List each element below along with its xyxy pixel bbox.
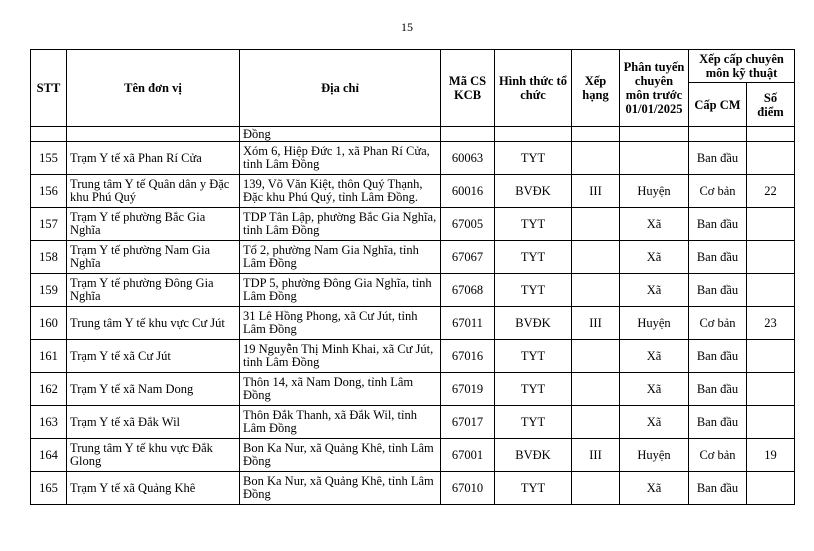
cell-stt: 159 (31, 274, 67, 307)
cell-ten: Trạm Y tế phường Đông Gia Nghĩa (67, 274, 240, 307)
cell-xep-hang (572, 406, 620, 439)
cell-xep-hang (572, 142, 620, 175)
cell-ten: Trạm Y tế xã Đắk Wil (67, 406, 240, 439)
header-phan-tuyen: Phân tuyến chuyên môn trước 01/01/2025 (620, 50, 689, 127)
cell-xep-hang: III (572, 307, 620, 340)
header-ma-cs-kcb: Mã CS KCB (441, 50, 495, 127)
cell-so-diem: 22 (747, 175, 795, 208)
cell-stt: 158 (31, 241, 67, 274)
cell-phan-tuyen: Huyện (620, 307, 689, 340)
table-row (31, 274, 795, 307)
cell-dia-chi: TDP Tân Lập, phường Bắc Gia Nghĩa, tỉnh Lâm Đồng (240, 208, 441, 241)
table-row (31, 373, 795, 406)
cell-ma: 60063 (441, 142, 495, 175)
table-row (31, 472, 795, 505)
header-stt: STT (31, 50, 67, 127)
cell-hinh-thuc: TYT (495, 340, 572, 373)
cell-hinh-thuc: TYT (495, 472, 572, 505)
cell-cap-cm: Ban đầu (689, 274, 747, 307)
cell-hinh-thuc: TYT (495, 373, 572, 406)
cell-so-diem: 19 (747, 439, 795, 472)
cell-stt: 160 (31, 307, 67, 340)
cell-phan-tuyen: Xã (620, 373, 689, 406)
cell-ma: 67067 (441, 241, 495, 274)
cell-dia-chi: Tổ 2, phường Nam Gia Nghĩa, tỉnh Lâm Đồng (240, 241, 441, 274)
cell-phan-tuyen: Xã (620, 274, 689, 307)
cell-dia-chi: Bon Ka Nur, xã Quảng Khê, tỉnh Lâm Đồng (240, 439, 441, 472)
header-dia-chi: Địa chỉ (240, 50, 441, 127)
cell-stt: 157 (31, 208, 67, 241)
cell-phan-tuyen: Xã (620, 208, 689, 241)
cell-so-diem (747, 472, 795, 505)
cell-hinh-thuc: TYT (495, 274, 572, 307)
cell-hinh-thuc: TYT (495, 142, 572, 175)
cell-stt: 165 (31, 472, 67, 505)
cell-so-diem (747, 274, 795, 307)
cell-cap-cm (689, 127, 747, 142)
page-number: 15 (401, 20, 413, 34)
cell-stt: 155 (31, 142, 67, 175)
cell-phan-tuyen (620, 127, 689, 142)
cell-cap-cm: Cơ bản (689, 307, 747, 340)
cell-ma: 67010 (441, 472, 495, 505)
cell-ma (441, 127, 495, 142)
cell-hinh-thuc: TYT (495, 406, 572, 439)
cell-ma: 67017 (441, 406, 495, 439)
cell-so-diem: 23 (747, 307, 795, 340)
cell-stt: 163 (31, 406, 67, 439)
cell-so-diem (747, 241, 795, 274)
cell-ma: 67005 (441, 208, 495, 241)
cell-dia-chi: Thôn Đắk Thanh, xã Đắk Wil, tỉnh Lâm Đồng (240, 406, 441, 439)
cell-ten: Trạm Y tế xã Cư Jút (67, 340, 240, 373)
cell-xep-hang (572, 373, 620, 406)
cell-xep-hang: III (572, 439, 620, 472)
cell-cap-cm: Cơ bản (689, 439, 747, 472)
cell-ten: Trạm Y tế phường Bắc Gia Nghĩa (67, 208, 240, 241)
cell-cap-cm: Ban đầu (689, 208, 747, 241)
cell-phan-tuyen: Xã (620, 241, 689, 274)
cell-ma: 67011 (441, 307, 495, 340)
cell-xep-hang (572, 208, 620, 241)
table-row (31, 406, 795, 439)
cell-hinh-thuc: TYT (495, 208, 572, 241)
cell-phan-tuyen: Huyện (620, 175, 689, 208)
cell-dia-chi: TDP 5, phường Đông Gia Nghĩa, tỉnh Lâm Đồng (240, 274, 441, 307)
cell-ma: 67016 (441, 340, 495, 373)
cell-ten: Trạm Y tế phường Nam Gia Nghĩa (67, 241, 240, 274)
cell-so-diem (747, 406, 795, 439)
cell-stt: 164 (31, 439, 67, 472)
header-ten-don-vi: Tên đơn vị (67, 50, 240, 127)
cell-dia-chi: 31 Lê Hồng Phong, xã Cư Jút, tỉnh Lâm Đồng (240, 307, 441, 340)
cell-so-diem (747, 127, 795, 142)
cell-ma: 60016 (441, 175, 495, 208)
table-row (31, 142, 795, 175)
cell-xep-hang: III (572, 175, 620, 208)
table-row (31, 439, 795, 472)
cell-so-diem (747, 340, 795, 373)
table-row (31, 307, 795, 340)
table-row (31, 340, 795, 373)
header-xep-hang: Xếp hạng (572, 50, 620, 127)
header-hinh-thuc: Hình thức tổ chức (495, 50, 572, 127)
cell-hinh-thuc: BVĐK (495, 307, 572, 340)
table-row (31, 241, 795, 274)
cell-hinh-thuc: BVĐK (495, 175, 572, 208)
cell-phan-tuyen (620, 142, 689, 175)
table-row (31, 208, 795, 241)
cell-hinh-thuc: TYT (495, 241, 572, 274)
cell-ten: Trung tâm Y tế Quân dân y Đặc khu Phú Quý (67, 175, 240, 208)
cell-cap-cm: Ban đầu (689, 373, 747, 406)
cell-dia-chi: 19 Nguyễn Thị Minh Khai, xã Cư Jút, tỉnh Lâm Đồng (240, 340, 441, 373)
cell-ten: Trạm Y tế xã Quảng Khê (67, 472, 240, 505)
table-row (31, 175, 795, 208)
cell-dia-chi: Xóm 6, Hiệp Đức 1, xã Phan Rí Cửa, tỉnh Lâm Đồng (240, 142, 441, 175)
cell-xep-hang (572, 127, 620, 142)
cell-ma: 67068 (441, 274, 495, 307)
cell-ma: 67001 (441, 439, 495, 472)
cell-xep-hang (572, 274, 620, 307)
cell-xep-hang (572, 241, 620, 274)
cell-ma: 67019 (441, 373, 495, 406)
header-xep-cap-group: Xếp cấp chuyên môn kỹ thuật (689, 50, 795, 83)
cell-phan-tuyen: Xã (620, 472, 689, 505)
cell-so-diem (747, 208, 795, 241)
cell-xep-hang (572, 472, 620, 505)
cell-dia-chi: 139, Võ Văn Kiệt, thôn Quý Thạnh, Đặc khu Phú Quý, tỉnh Lâm Đồng. (240, 175, 441, 208)
cell-ten: Trung tâm Y tế khu vực Cư Jút (67, 307, 240, 340)
cell-ten: Trạm Y tế xã Nam Dong (67, 373, 240, 406)
cell-so-diem (747, 142, 795, 175)
cell-xep-hang (572, 340, 620, 373)
cell-ten: Trạm Y tế xã Phan Rí Cửa (67, 142, 240, 175)
cell-hinh-thuc: BVĐK (495, 439, 572, 472)
cell-phan-tuyen: Xã (620, 340, 689, 373)
cell-hinh-thuc (495, 127, 572, 142)
table-row-continuation (31, 127, 795, 142)
cell-cap-cm: Ban đầu (689, 142, 747, 175)
cell-cap-cm: Ban đầu (689, 241, 747, 274)
cell-dia-chi: Thôn 14, xã Nam Dong, tỉnh Lâm Đồng (240, 373, 441, 406)
header-so-diem: Số điểm (747, 83, 795, 127)
cell-ten: Trung tâm Y tế khu vực Đắk Glong (67, 439, 240, 472)
facility-table (30, 49, 795, 505)
cell-stt (31, 127, 67, 142)
cell-stt: 156 (31, 175, 67, 208)
cell-stt: 161 (31, 340, 67, 373)
header-cap-cm: Cấp CM (689, 83, 747, 127)
cell-cap-cm: Ban đầu (689, 406, 747, 439)
table-body (31, 127, 795, 505)
cell-cap-cm: Ban đầu (689, 472, 747, 505)
cell-stt: 162 (31, 373, 67, 406)
cell-dia-chi: Bon Ka Nur, xã Quảng Khê, tỉnh Lâm Đồng (240, 472, 441, 505)
cell-cap-cm: Ban đầu (689, 340, 747, 373)
cell-phan-tuyen: Xã (620, 406, 689, 439)
cell-phan-tuyen: Huyện (620, 439, 689, 472)
cell-so-diem (747, 373, 795, 406)
cell-dia-chi: Đồng (240, 127, 441, 142)
cell-cap-cm: Cơ bản (689, 175, 747, 208)
cell-ten (67, 127, 240, 142)
